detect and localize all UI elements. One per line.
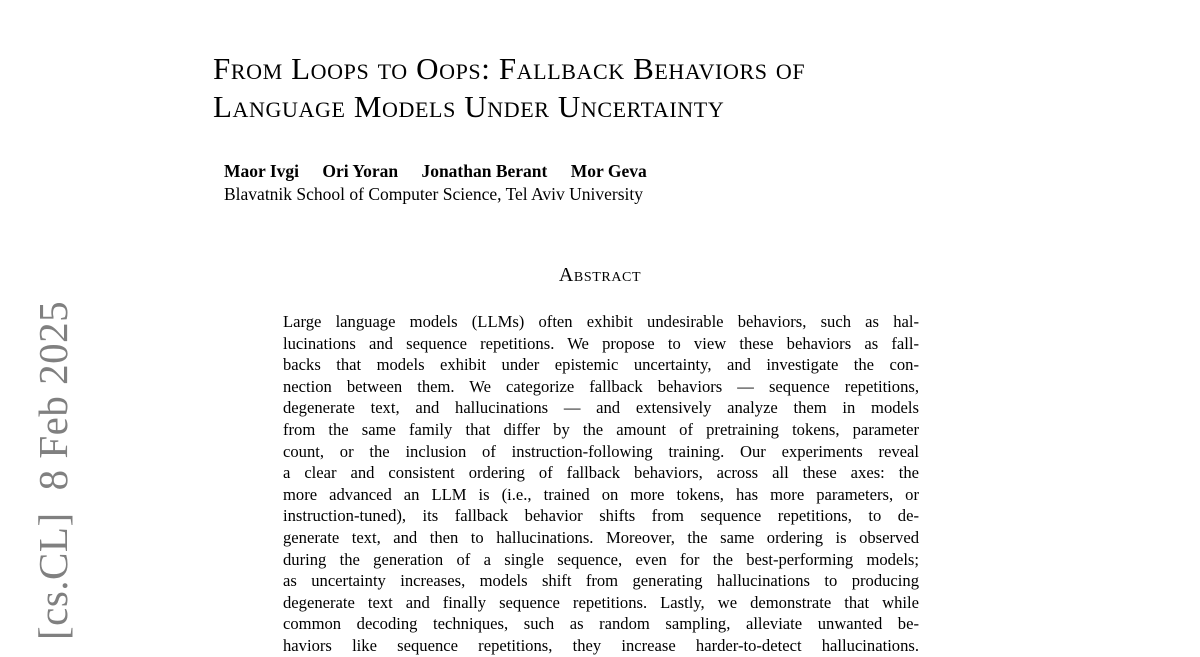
author-name: Jonathan Berant: [421, 161, 548, 181]
abstract-line: more advanced an LLM is (i.e., trained on more tokens, has more parameters, or: [283, 484, 919, 504]
abstract-line: instruction-tuned), its fallback behavior shifts from sequence repetitions, to de-: [283, 506, 919, 526]
abstract-line: from the same family that differ by the amount of pretraining tokens, parameter: [283, 419, 919, 439]
author-name: Mor Geva: [570, 161, 647, 181]
abstract-line: nection between them. We categorize fallback behaviors — sequence repetitions,: [283, 376, 919, 396]
abstract-line: Large language models (LLMs) often exhibit undesirable behaviors, such as hal-: [283, 312, 919, 331]
abstract-line: during the generation of a single sequence, even for the best-performing models;: [283, 549, 919, 569]
abstract-line: degenerate text, and hallucinations — and extensively analyze them in models: [283, 398, 919, 418]
abstract-line: generate text, and then to hallucinations. Moreover, the same ordering is observed: [283, 527, 919, 547]
title-line-1: From Loops to Oops: Fallback Behaviors of: [213, 51, 806, 86]
arxiv-date: 8 Feb 2025: [30, 300, 76, 491]
abstract-text: [283, 311, 919, 657]
abstract-line: degenerate text and finally sequence repetitions. Lastly, we demonstrate that while: [283, 592, 919, 612]
abstract-line: common decoding techniques, such as random sampling, alleviate unwanted be-: [283, 614, 919, 634]
abstract-heading: Abstract: [558, 264, 642, 286]
title-line-2: Language Models Under Uncertainty: [213, 89, 725, 124]
paper-title: [213, 50, 1033, 126]
abstract-line: lucinations and sequence repetitions. We propose to view these behaviors as fall-: [283, 333, 919, 353]
abstract-line: backs that models exhibit under epistemic uncertainty, and investigate the con-: [283, 355, 919, 375]
author-list: [224, 161, 647, 182]
abstract-line: haviors like sequence repetitions, they increase harder-to-detect hallucinations.: [283, 635, 919, 655]
author-name: Maor Ivgi: [224, 161, 300, 181]
abstract-line: count, or the inclusion of instruction-following training. Our experiments reveal: [283, 441, 919, 461]
abstract-line: as uncertainty increases, models shift from generating hallucinations to producing: [283, 571, 919, 591]
arxiv-identifier-stamp: [23, 300, 83, 640]
author-affiliation: Blavatnik School of Computer Science, Tel Aviv University: [224, 184, 644, 204]
abstract-line: a clear and consistent ordering of fallback behaviors, across all these axes: the: [283, 463, 919, 483]
arxiv-category: [cs.CL]: [30, 512, 76, 640]
author-name: Ori Yoran: [322, 161, 399, 181]
